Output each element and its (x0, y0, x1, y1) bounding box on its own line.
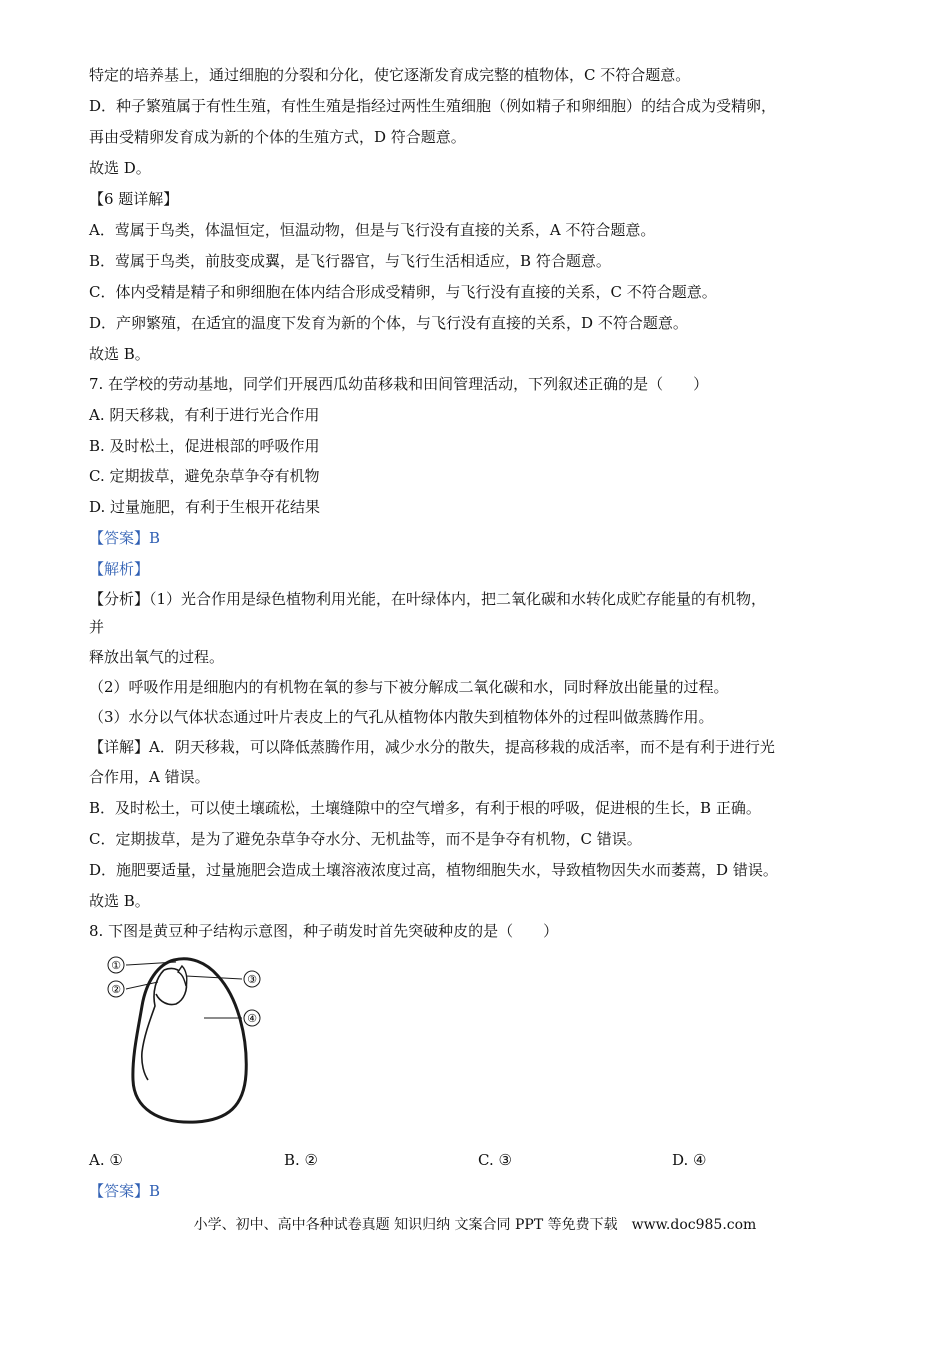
text-line: 故选 B。 (89, 892, 150, 910)
leader-line-3 (186, 976, 242, 979)
cotyledon-edge (142, 970, 164, 1080)
text-line: B．及时松土，可以使土壤疏松，土壤缝隙中的空气增多，有利于根的呼吸，促进根的生长，B 正确。 (89, 799, 761, 817)
text-line: 再由受精卵发育成为新的个体的生殖方式，D 符合题意。 (89, 128, 466, 146)
question-7-stem: 7. 在学校的劳动基地，同学们开展西瓜幼苗移栽和田间管理活动，下列叙述正确的是（ ） (89, 375, 709, 393)
text-line: D．种子繁殖属于有性生殖，有性生殖是指经过两性生殖细胞（例如精子和卵细胞）的结合成为受精卵， (89, 97, 777, 115)
footer-text: 小学、初中、高中各种试卷真题 知识归纳 文案合同 PPT 等免费下载 www.doc985.com (193, 1217, 757, 1233)
option-b: B. 及时松土，促进根部的呼吸作用 (89, 437, 320, 455)
text-line: 释放出氧气的过程。 (89, 648, 225, 666)
text-line: 故选 B。 (89, 345, 150, 363)
text-line: 并 (89, 618, 105, 636)
q8-option-c: C. ③ (478, 1151, 512, 1169)
label-3: ③ (247, 973, 257, 986)
text-line: （2）呼吸作用是细胞内的有机物在氧的参与下被分解成二氧化碳和水，同时释放出能量的过程。 (89, 678, 729, 696)
option-a: A. 阴天移栽，有利于进行光合作用 (89, 406, 320, 424)
q8-option-a: A. ① (89, 1151, 123, 1169)
plumule (178, 966, 187, 986)
text-line: （3）水分以气体状态通过叶片表皮上的气孔从植物体内散失到植物体外的过程叫做蒸腾作用。 (89, 708, 714, 726)
answer-label: 【答案】B (89, 1182, 161, 1200)
option-c: C. 定期拔草，避免杂草争夺有机物 (89, 467, 320, 485)
text-line: 故选 D。 (89, 159, 151, 177)
leader-line-2 (126, 982, 158, 989)
answer-label: 【答案】B (89, 529, 161, 547)
text-line: 【详解】A．阴天移栽，可以降低蒸腾作用，减少水分的散失，提高移栽的成活率，而不是有利于进行光 (89, 738, 775, 756)
question-8-stem: 8. 下图是黄豆种子结构示意图，种子萌发时首先突破种皮的是（ ） (89, 922, 559, 940)
text-line: 【分析】（1）光合作用是绿色植物利用光能，在叶绿体内，把二氧化碳和水转化成贮存能量的有机物， (89, 590, 767, 608)
option-d: D. 过量施肥，有利于生根开花结果 (89, 498, 321, 516)
analysis-label: 【解析】 (89, 560, 150, 578)
text-line: 特定的培养基上，通过细胞的分裂和分化，使它逐渐发育成完整的植物体，C 不符合题意。 (89, 66, 691, 84)
label-1: ① (111, 959, 121, 972)
text-line: D．产卵繁殖，在适宜的温度下发育为新的个体，与飞行没有直接的关系，D 不符合题意。 (89, 314, 688, 332)
text-line: C．体内受精是精子和卵细胞在体内结合形成受精卵，与飞行没有直接的关系，C 不符合题意。 (89, 283, 717, 301)
label-4: ④ (247, 1012, 257, 1025)
q8-option-d: D. ④ (672, 1151, 707, 1169)
text-line: D．施肥要适量，过量施肥会造成土壤溶液浓度过高，植物细胞失水，导致植物因失水而萎蔫，D 错误。 (89, 861, 778, 879)
text-line: C．定期拔草，是为了避免杂草争夺水分、无机盐等，而不是争夺有机物，C 错误。 (89, 830, 642, 848)
q8-option-b: B. ② (284, 1151, 319, 1169)
text-line: A．莺属于鸟类，体温恒定，恒温动物，但是与飞行没有直接的关系，A 不符合题意。 (89, 221, 656, 239)
text-line: B．莺属于鸟类，前肢变成翼，是飞行器官，与飞行生活相适应，B 符合题意。 (89, 252, 611, 270)
text-line: 合作用，A 错误。 (89, 768, 210, 786)
section-heading: 【6 题详解】 (89, 190, 179, 208)
label-2: ② (111, 983, 121, 996)
soybean-seed-diagram (100, 948, 280, 1128)
